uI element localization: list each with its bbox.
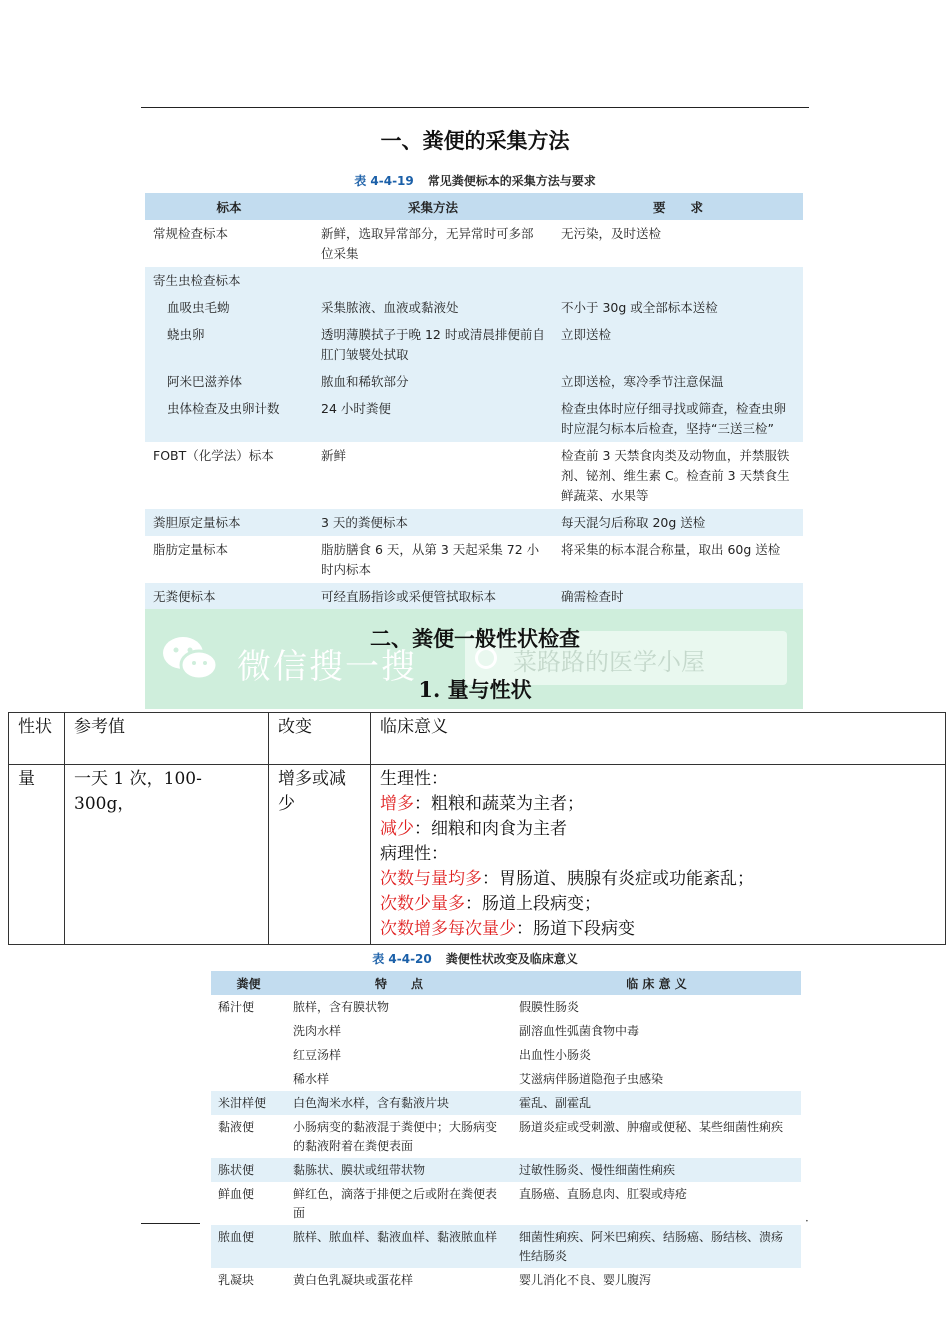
table-row [145, 509, 803, 536]
table-cell: 每天混匀后称取 20g 送检 [553, 509, 803, 536]
table3-caption-number: 表 4-4-20 [372, 952, 432, 966]
line [380, 917, 936, 942]
table-cell: 脓血和稀软部分 [313, 368, 553, 395]
table3-header: 特 点 [286, 971, 512, 995]
table-row [211, 1067, 801, 1091]
table-cell: 稀水样 [293, 1072, 330, 1086]
section2-title: 二、粪便一般性状检查 [370, 626, 580, 651]
stool-appearance-table [211, 971, 801, 1292]
line-text: ：肠道上段病变； [465, 894, 601, 914]
table-cell: 脓样，含有膜状物 [293, 1000, 390, 1014]
table-cell [313, 267, 553, 294]
table-cell: 鲜血便 [218, 1187, 255, 1201]
table-cell: 将采集的标本混合称量，取出 60g 送检 [561, 542, 781, 557]
table-cell: FOBT（化学法）标本 [153, 448, 274, 463]
table-cell: 蛲虫卵 [145, 321, 313, 368]
table2-header: 改变 [269, 713, 371, 765]
table-cell: 虫体检查及虫卵计数 [145, 395, 313, 442]
line-text: ：粗粮和蔬菜为主者； [414, 794, 584, 814]
table-cell: 新鲜，选取异常部分，无异常时可多部位采集 [321, 226, 534, 261]
table-cell: 阿米巴滋养体 [145, 368, 313, 395]
table-row [145, 267, 803, 294]
table2-header-row [9, 713, 946, 765]
table-cell: 增多或减少 [269, 765, 371, 945]
table-cell: 脂肪定量标本 [153, 542, 229, 557]
table2-header: 参考值 [65, 713, 269, 765]
table-row [145, 294, 803, 321]
table-row [145, 395, 803, 442]
highlight-term: 增多 [380, 794, 414, 814]
table-cell: 立即送检，寒冷季节注意保温 [553, 368, 803, 395]
table1-caption [0, 172, 950, 189]
footnote-rule [141, 1223, 200, 1224]
table-cell: 米泔样便 [211, 1091, 286, 1115]
footer-dot: · [805, 1214, 809, 1228]
table-cell: 血吸虫毛蚴 [145, 294, 313, 321]
table-cell: 艾滋病伴肠道隐孢子虫感染 [519, 1072, 664, 1086]
table-cell: 采集脓液、血液或黏液处 [313, 294, 553, 321]
table-row [145, 536, 803, 583]
line-text: ：细粮和肉食为主者 [414, 819, 567, 839]
table3-caption [0, 950, 950, 967]
table-cell: 脓血便 [211, 1225, 286, 1268]
table1-caption-number: 表 4-4-19 [354, 174, 414, 188]
table-cell: 粪胆原定量标本 [145, 509, 313, 536]
table1-header-row [145, 193, 803, 220]
line-text: ：肠道下段病变 [516, 919, 635, 939]
line [380, 842, 936, 867]
highlight-term: 次数少量多 [380, 894, 465, 914]
section2-subtitle: 1. 量与性状 [418, 677, 532, 702]
table-row [211, 1225, 801, 1268]
table-cell: 寄生虫检查标本 [145, 267, 313, 294]
table-cell: 脂肪膳食 6 天，从第 3 天起采集 72 小时内标本 [321, 542, 540, 577]
table-cell: 洗肉水样 [293, 1024, 342, 1038]
table-cell: 24 小时粪便 [313, 395, 553, 442]
highlight-term: 次数与量均多 [380, 869, 482, 889]
table-cell [211, 1067, 286, 1091]
table-cell: 常规检查标本 [153, 226, 229, 241]
watermark-account-name: 菜路路的医学小屋 [513, 648, 705, 676]
table-row [211, 1019, 801, 1043]
table3-header: 临 床 意 义 [512, 971, 801, 995]
line [380, 767, 936, 792]
table-cell: 副溶血性弧菌食物中毒 [519, 1024, 640, 1038]
table-cell [211, 1043, 286, 1067]
table-cell: 黏胨状、膜状或纽带状物 [286, 1158, 512, 1182]
table-cell: 肠道炎症或受刺激、肿瘤或便秘、某些细菌性痢疾 [519, 1120, 784, 1134]
line [380, 892, 936, 917]
table-cell [553, 267, 803, 294]
table-row [145, 220, 803, 267]
specimen-collection-table [145, 193, 803, 610]
table-cell: 无粪便标本 [145, 583, 313, 610]
table3-header-row [211, 971, 801, 995]
table-cell: 出血性小肠炎 [519, 1048, 592, 1062]
table-cell: 小肠病变的黏液混于粪便中；大肠病变的黏液附着在粪便表面 [293, 1120, 498, 1153]
table-cell: 一天 1 次，100-300g， [65, 765, 269, 945]
table-row [211, 1115, 801, 1158]
watermark-text: 微信搜一搜 [237, 647, 417, 687]
table-cell: 胨状便 [211, 1158, 286, 1182]
table-cell: 脓样、脓血样、黏液血样、黏液脓血样 [286, 1225, 512, 1268]
table1-header: 采集方法 [313, 193, 553, 220]
line [380, 817, 936, 842]
table-cell: 鲜红色，滴落于排便之后或附在粪便表面 [293, 1187, 498, 1220]
table-row [9, 765, 946, 945]
table-cell: 检查前 3 天禁食肉类及动物血，并禁服铁剂、铋剂、维生素 C。检查前 3 天禁食生鲜蔬菜、水果等 [561, 448, 790, 503]
highlight-term: 减少 [380, 819, 414, 839]
top-rule [141, 107, 809, 108]
table-row [211, 1091, 801, 1115]
table-cell [211, 1019, 286, 1043]
table-cell: 婴儿消化不良、婴儿腹泻 [519, 1273, 652, 1287]
quantity-table [8, 712, 946, 945]
table-cell: 细菌性痢疾、阿米巴痢疾、结肠癌、肠结核、溃疡性结肠炎 [512, 1225, 801, 1268]
table-cell: 霍乱、副霍乱 [512, 1091, 801, 1115]
table-row [145, 583, 803, 610]
line [380, 792, 936, 817]
table-row [211, 995, 801, 1019]
table-cell: 白色淘米水样，含有黏液片块 [286, 1091, 512, 1115]
table-cell: 红豆汤样 [293, 1048, 342, 1062]
table-cell: 黏液便 [218, 1120, 255, 1134]
section1-title: 一、粪便的采集方法 [380, 128, 570, 153]
table-row [145, 321, 803, 368]
table-cell: 直肠癌、直肠息肉、肛裂或痔疮 [519, 1187, 688, 1201]
table-cell: 乳凝块 [218, 1273, 255, 1287]
table-cell: 确需检查时 [553, 583, 803, 610]
line [380, 867, 936, 892]
table-cell: 立即送检 [553, 321, 803, 368]
table2-header: 临床意义 [371, 713, 946, 765]
table-cell: 新鲜 [321, 448, 347, 463]
table-cell: 黄白色乳凝块或蛋花样 [293, 1273, 414, 1287]
table-cell: 无污染，及时送检 [561, 226, 662, 241]
table-cell: 量 [9, 765, 65, 945]
table1-header: 要 求 [553, 193, 803, 220]
table-row [211, 1182, 801, 1225]
table2-header: 性状 [9, 713, 65, 765]
table1-caption-title: 常见粪便标本的采集方法与要求 [427, 174, 596, 188]
table3-caption-title: 粪便性状改变及临床意义 [445, 952, 578, 966]
table-row [145, 368, 803, 395]
clinical-significance-cell [371, 765, 946, 945]
line-text: ：胃肠道、胰腺有炎症或功能紊乱； [482, 869, 754, 889]
table-cell: 稀汁便 [218, 1000, 255, 1014]
table-cell: 3 天的粪便标本 [313, 509, 553, 536]
table-cell: 假膜性肠炎 [519, 1000, 580, 1014]
table-cell: 过敏性肠炎、慢性细菌性痢疾 [512, 1158, 801, 1182]
highlight-term: 次数增多每次量少 [380, 919, 516, 939]
table-cell: 不小于 30g 或全部标本送检 [553, 294, 803, 321]
table1-header: 标本 [145, 193, 313, 220]
table-row [211, 1268, 801, 1292]
table-row [211, 1158, 801, 1182]
table-cell: 透明薄膜拭子于晚 12 时或清晨排便前自肛门皱襞处拭取 [313, 321, 553, 368]
table-row [145, 442, 803, 509]
table-cell: 检查虫体时应仔细寻找或筛查，检查虫卵时应混匀标本后检查，坚持“三送三检” [553, 395, 803, 442]
table-cell: 可经直肠指诊或采便管拭取标本 [313, 583, 553, 610]
table3-header: 粪便 [211, 971, 286, 995]
line-text: 病理性： [380, 844, 448, 864]
line-text: 生理性： [380, 769, 448, 789]
table-row [211, 1043, 801, 1067]
